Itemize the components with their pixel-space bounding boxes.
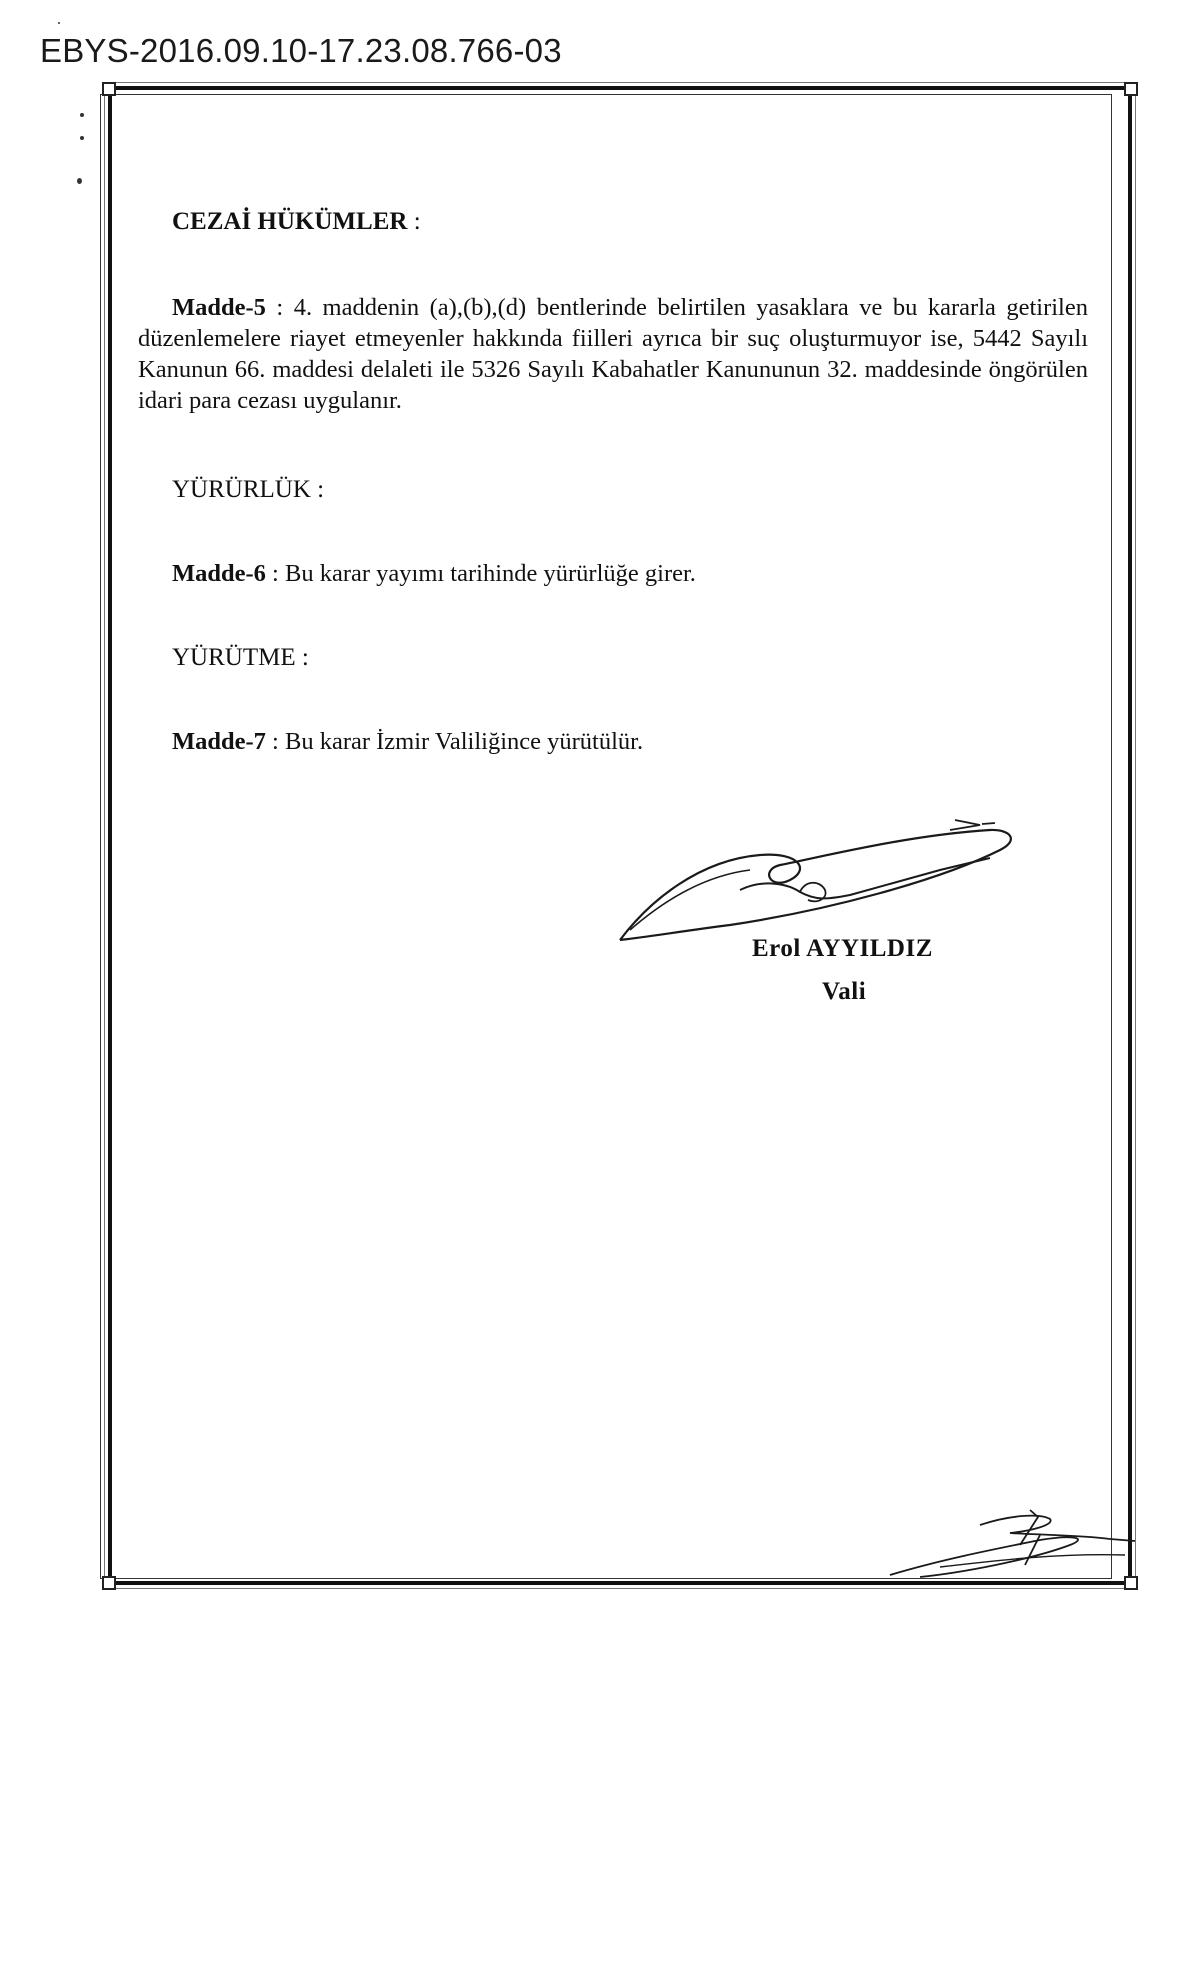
penal-heading-colon: : [413, 208, 421, 235]
effective-heading-colon: : [317, 476, 325, 503]
effective-date-heading [172, 476, 324, 504]
governor-signature [610, 800, 1030, 950]
frame-corner-top-left [102, 82, 116, 96]
article-7-label: Madde-7 [172, 728, 266, 755]
signatory-name: Erol AYYILDIZ [752, 935, 933, 962]
signatory-title: Vali [822, 978, 867, 1005]
article-6-label: Madde-6 [172, 560, 266, 587]
execution-heading-colon: : [301, 644, 309, 671]
article-5-label: Madde-5 [172, 294, 266, 321]
article-6-text: : Bu karar yayımı tarihinde yürürlüğe girer. [265, 560, 696, 587]
effective-heading-text: YÜRÜRLÜK [172, 476, 311, 503]
article-5-paragraph [138, 292, 1088, 416]
initials-signature [880, 1505, 1140, 1585]
frame-corner-top-right [1124, 82, 1138, 96]
article-6-line [172, 560, 696, 588]
document-id: EBYS-2016.09.10-17.23.08.766-03 [40, 32, 562, 69]
frame-corner-bottom-left [102, 1576, 116, 1590]
penal-heading-text: CEZAİ HÜKÜMLER [172, 208, 408, 235]
execution-heading [172, 644, 309, 672]
article-5-text: : 4. maddenin (a),(b),(d) bentlerinde belirtilen yasaklara ve bu kararla getirilen düzenlemelere riayet etmeyenler hakkında fiilleri ayrıca bir suç oluşturmuyor ise, 5442 Sayılı Kanunun 66. maddesi delaleti ile 5326 Sayılı Kabahatler Kanununun 32. maddesinde öngörülen idari para cezası uygulanır. [138, 294, 1088, 414]
article-7-line [172, 728, 643, 756]
execution-heading-text: YÜRÜTME [172, 644, 296, 671]
article-7-text: : Bu karar İzmir Valiliğince yürütülür. [265, 728, 644, 755]
penal-provisions-heading [172, 208, 421, 236]
